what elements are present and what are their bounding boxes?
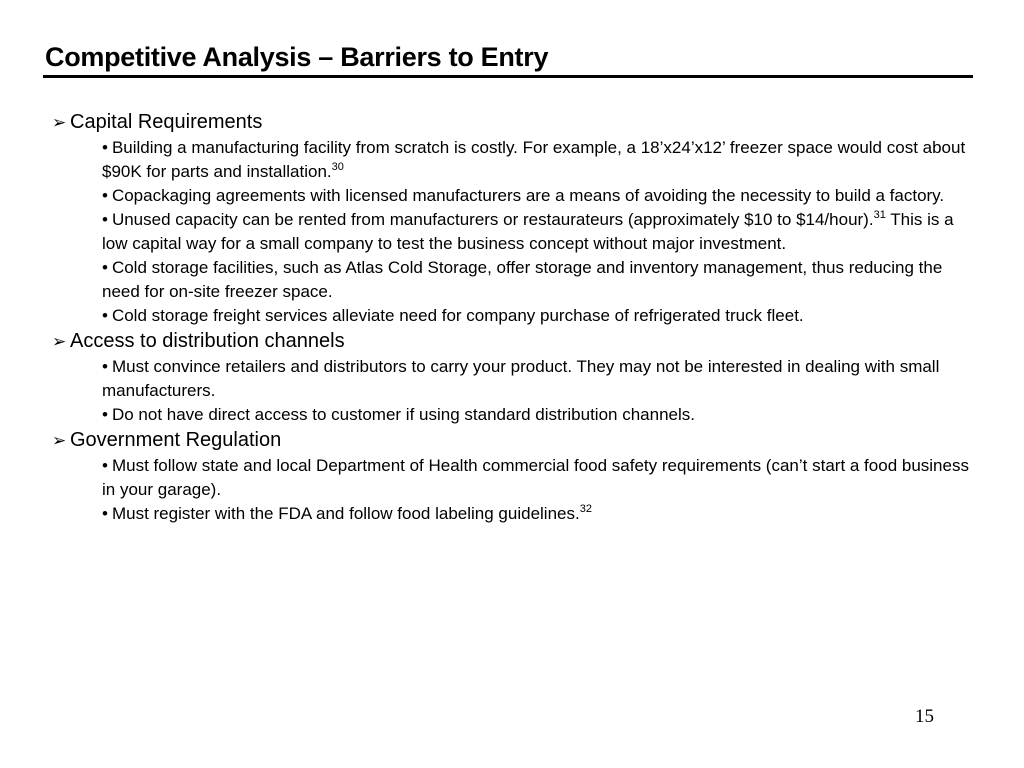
list-item xyxy=(102,502,972,526)
arrow-bullet-icon: ➢ xyxy=(52,332,67,351)
bullet-dot-icon: • xyxy=(102,504,108,523)
bullet-dot-icon: • xyxy=(102,357,108,376)
section-heading xyxy=(52,427,972,454)
bullet-text: Must convince retailers and distributors to carry your product. They may not be interested in dealing with small manufacturers. xyxy=(102,357,940,400)
bullet-dot-icon: • xyxy=(102,258,108,277)
bullet-dot-icon: • xyxy=(102,210,108,229)
page-number: 15 xyxy=(915,706,934,727)
section-heading xyxy=(52,328,972,355)
slide-title: Competitive Analysis – Barriers to Entry xyxy=(45,42,549,72)
bullet-list xyxy=(52,355,972,427)
section-capital-requirements xyxy=(52,109,972,328)
bullet-text: Cold storage freight services alleviate need for company purchase of refrigerated truck fleet. xyxy=(111,306,804,325)
bullet-text: Must register with the FDA and follow food labeling guidelines. xyxy=(111,504,580,523)
section-heading-label: Government Regulation xyxy=(70,429,282,451)
bullet-text: Building a manufacturing facility from scratch is costly. For example, a 18’x24’x12’ freezer space would cost about $90K for parts and installation. xyxy=(102,138,966,181)
bullet-text: Unused capacity can be rented from manufacturers or restaurateurs (approximately $10 to $14/hour). xyxy=(111,210,874,229)
list-item xyxy=(102,136,972,184)
list-item xyxy=(102,208,972,256)
list-item xyxy=(102,184,972,208)
arrow-bullet-icon: ➢ xyxy=(52,431,67,450)
section-access-distribution xyxy=(52,328,972,427)
section-heading-label: Access to distribution channels xyxy=(70,330,345,352)
bullet-text: Cold storage facilities, such as Atlas Cold Storage, offer storage and inventory management, thus reducing the need for on-site freezer space. xyxy=(102,258,943,301)
bullet-dot-icon: • xyxy=(102,186,108,205)
list-item xyxy=(102,355,972,403)
list-item xyxy=(102,454,972,502)
slide-content xyxy=(52,109,972,526)
arrow-bullet-icon: ➢ xyxy=(52,113,67,132)
footnote-ref: 31 xyxy=(873,209,886,221)
bullet-dot-icon: • xyxy=(102,138,108,157)
list-item xyxy=(102,256,972,304)
section-government-regulation xyxy=(52,427,972,526)
section-heading xyxy=(52,109,972,136)
bullet-text: Copackaging agreements with licensed manufacturers are a means of avoiding the necessity to build a factory. xyxy=(111,186,945,205)
bullet-text: Do not have direct access to customer if using standard distribution channels. xyxy=(111,405,695,424)
bullet-list xyxy=(52,454,972,526)
bullet-list xyxy=(52,136,972,328)
bullet-dot-icon: • xyxy=(102,405,108,424)
bullet-text: Must follow state and local Department of Health commercial food safety requirements (can’t start a food business in your garage). xyxy=(102,456,969,499)
list-item xyxy=(102,304,972,328)
title-underline xyxy=(43,75,973,78)
footnote-ref: 32 xyxy=(579,503,592,515)
footnote-ref: 30 xyxy=(331,161,344,173)
bullet-dot-icon: • xyxy=(102,306,108,325)
bullet-dot-icon: • xyxy=(102,456,108,475)
bullet-text-tail: This is a low capital way for a small company to test the business concept without major investment. xyxy=(102,210,954,253)
section-heading-label: Capital Requirements xyxy=(70,111,263,133)
list-item xyxy=(102,403,972,427)
